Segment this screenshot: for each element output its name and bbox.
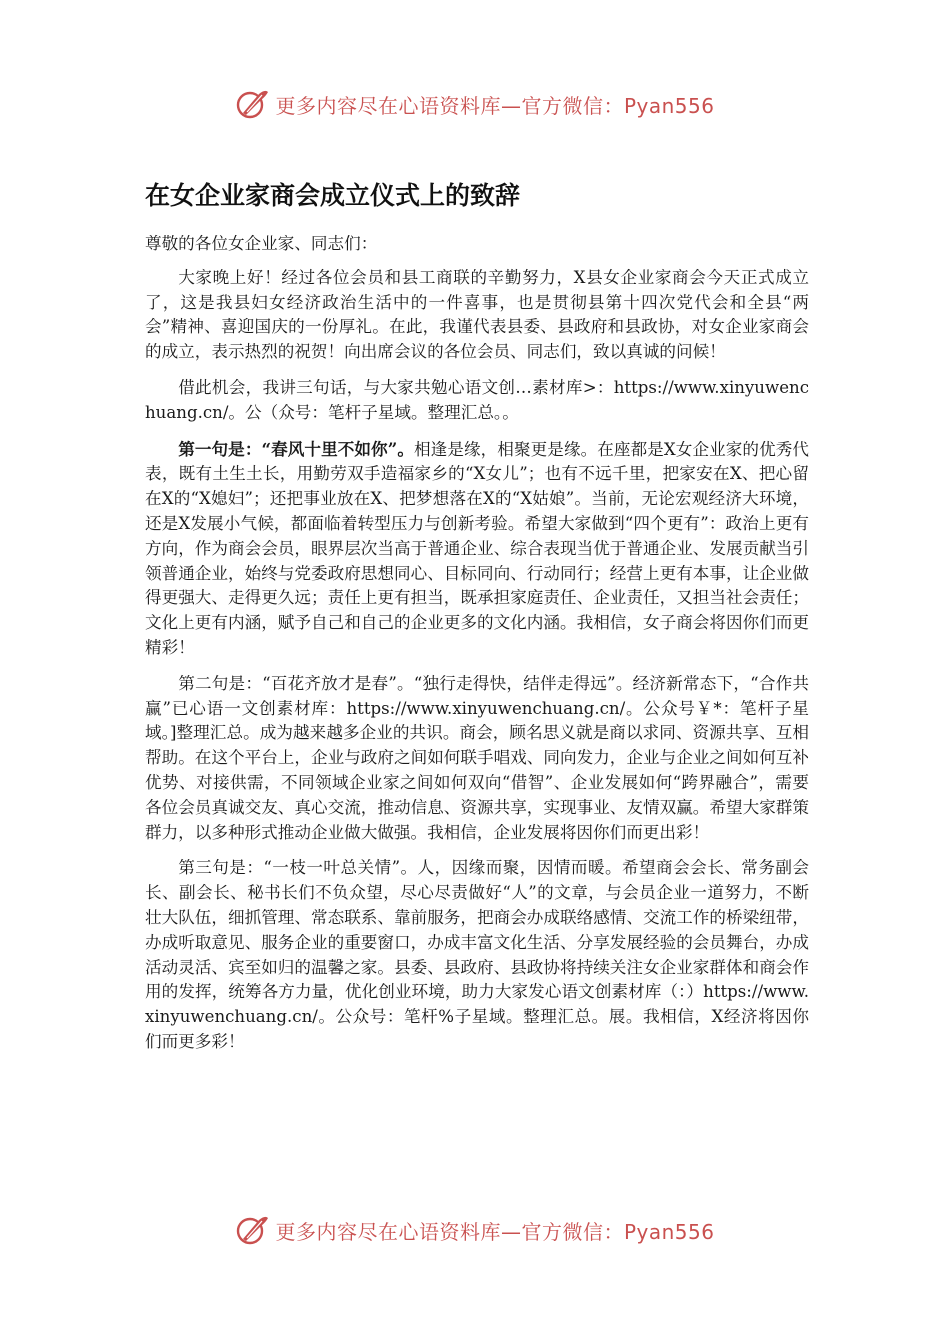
paragraph-2 bbox=[145, 376, 809, 426]
document-body bbox=[145, 232, 809, 1066]
footer-banner bbox=[0, 1210, 950, 1250]
paragraph-3 bbox=[145, 437, 809, 661]
quill-pen-logo-icon bbox=[235, 86, 271, 122]
paragraph-text: 大家晚上好！经过各位会员和县工商联的辛勤努力，X县女企业家商会今天正式成立了，这是我县妇女经济政治生活中的一件喜事，也是贯彻县第十四次党代会和全县“两会”精神、喜迎国庆的一份厚礼。在此，我谨代表县委、县政府和县政协，对女企业家商会的成立，表示热烈的祝贺！向出席会议的各位会员、同志们，致以真诚的问候！ bbox=[145, 267, 809, 362]
banner-text: 更多内容尽在心语资料库—官方微信：Pyan556 bbox=[275, 93, 715, 118]
header-banner bbox=[0, 84, 950, 124]
paragraph-text: 第三句是：“一枝一叶总关情”。人，因缘而聚，因情而暖。希望商会会长、常务副会长、副会长、秘书长们不负众望，尽心尽责做好“人”的文章，与会员企业一道努力，不断壮大队伍，细抓管理、常态联系、靠前服务，把商会办成联络感情、交流工作的桥梁纽带，办成听取意见、服务企业的重要窗口，办成丰富文化生活、分享发展经验的会员舞台，办成活动灵活、宾至如归的温馨之家。县委、县政府、县政协将持续关注女企业家群体和商会作用的发挥，统筹各方力量，优化创业环境，助力大家发心语文创素材库（：）https://www.xinyuwenchuang.cn/。公众号：笔杆%子星域。整理汇总。展。我相信，X经济将因你们而更多彩！ bbox=[145, 858, 809, 1051]
paragraph-text: 第二句是：“百花齐放才是春”。“独行走得快，结伴走得远”。经济新常态下，“合作共赢”已心语一文创素材库：https://www.xinyuwenchuang.cn/。公众号￥*：笔杆子星域。]整理汇总。成为越来越多企业的共识。商会，顾名思义就是商以求同、资源共享、互相帮助。在这个平台上，企业与政府之间如何联手唱戏、同向发力，企业与企业之间如何互补优势、对接供需，不同领域企业家之间如何双向“借智”、企业发展如何“跨界融合”，需要各位会员真诚交友、真心交流，推动信息、资源共享，实现事业、友情双赢。希望大家群策群力，以多种形式推动企业做大做强。我相信，企业发展将因你们而更出彩！ bbox=[145, 673, 809, 842]
paragraph-lead: 第一句是：“春风十里不如你”。 bbox=[178, 438, 414, 459]
quill-pen-logo-icon bbox=[235, 1212, 271, 1248]
paragraph-text: 相逢是缘，相聚更是缘。在座都是X女企业家的优秀代表，既有土生土长，用勤劳双手造福家乡的“X女儿”；也有不远千里，把家安在X、把心留在X的“X媳妇”；还把事业放在X、把梦想落在X的“X姑娘”。当前，无论宏观经济大环境，还是X发展小气候，都面临着转型压力与创新考验。希望大家做到“四个更有”：政治上更有方向，作为商会会员，眼界层次当高于普通企业、综合表现当优于普通企业、发展贡献当引领普通企业，始终与党委政府思想同心、目标同向、行动同行；经营上更有本事，让企业做得更强大、走得更久远；责任上更有担当，既承担家庭责任、企业责任，又担当社会责任；文化上更有内涵，赋予自己和自己的企业更多的文化内涵。我相信，女子商会将因你们而更精彩！ bbox=[145, 439, 810, 657]
paragraph-5 bbox=[145, 856, 809, 1054]
salutation: 尊敬的各位女企业家、同志们： bbox=[145, 234, 378, 253]
document-title: 在女企业家商会成立仪式上的致辞 bbox=[145, 181, 521, 210]
paragraph-4 bbox=[145, 672, 809, 846]
banner-text: 更多内容尽在心语资料库—官方微信：Pyan556 bbox=[275, 1219, 715, 1244]
paragraph-text: 借此机会，我讲三句话，与大家共勉心语文创…素材库>：https://www.xinyuwenchuang.cn/。公（众号：笔杆子星域。整理汇总。。 bbox=[145, 377, 809, 422]
paragraph-1 bbox=[145, 266, 809, 365]
